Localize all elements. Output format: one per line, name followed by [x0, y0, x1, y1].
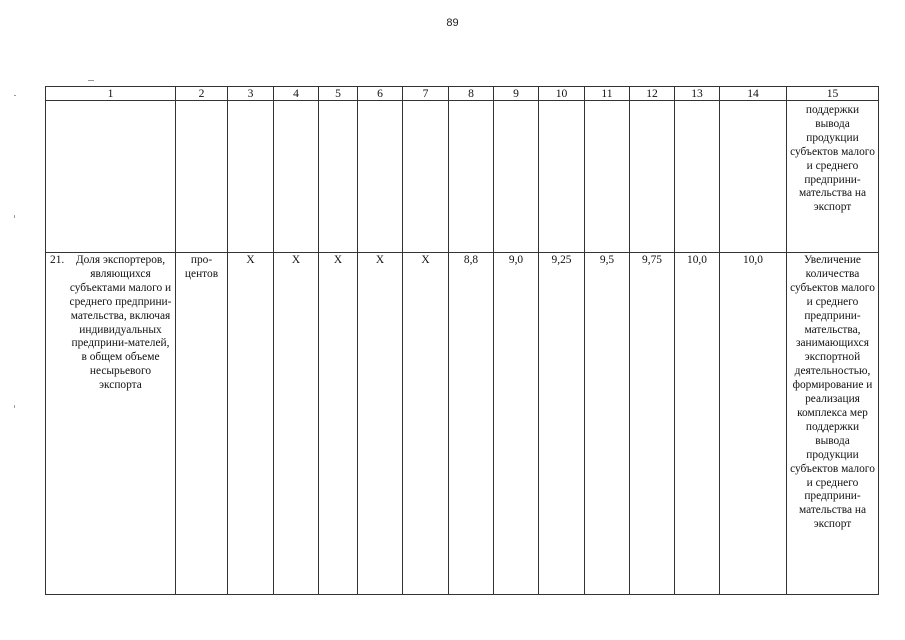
table-cell: [630, 101, 675, 253]
row-number: 21.: [50, 254, 65, 266]
header-col-3: 3: [228, 87, 274, 101]
header-col-7: 7: [403, 87, 449, 101]
table-cell: [720, 101, 787, 253]
unit-cell: про-центов: [176, 253, 228, 595]
table-cell: [539, 101, 585, 253]
table-cell: [494, 101, 539, 253]
header-col-13: 13: [675, 87, 720, 101]
value-cell-13: 10,0: [675, 253, 720, 595]
value-cell-5: X: [319, 253, 358, 595]
value-cell-7: X: [403, 253, 449, 595]
value-cell-4: X: [274, 253, 319, 595]
table-cell: [46, 101, 176, 253]
header-col-11: 11: [585, 87, 630, 101]
header-col-9: 9: [494, 87, 539, 101]
indicators-table: [45, 86, 879, 595]
table-row-21: [46, 253, 879, 595]
value-cell-11: 9,5: [585, 253, 630, 595]
scan-mark: [14, 215, 15, 218]
header-col-1: 1: [46, 87, 176, 101]
header-col-15: 15: [787, 87, 879, 101]
header-col-5: 5: [319, 87, 358, 101]
table-cell: [274, 101, 319, 253]
header-col-8: 8: [449, 87, 494, 101]
table-cell: [319, 101, 358, 253]
measures-description-cell: Увеличение количества субъектов малого и среднего предприни-мательства, занимающихся экспортной деятельностью, формирование и реализация комплекса мер поддержки вывода продукции субъектов малого и среднего предприни-мательства на экспорт: [787, 253, 879, 595]
table-cell: [358, 101, 403, 253]
value-cell-6: X: [358, 253, 403, 595]
header-col-2: 2: [176, 87, 228, 101]
value-cell-9: 9,0: [494, 253, 539, 595]
page-number: 89: [446, 17, 459, 29]
header-col-6: 6: [358, 87, 403, 101]
table-row-continuation: [46, 101, 879, 253]
table-cell: [176, 101, 228, 253]
scan-mark: [88, 80, 94, 81]
table-cell: [675, 101, 720, 253]
value-cell-12: 9,75: [630, 253, 675, 595]
scan-mark: [14, 405, 15, 408]
table-cell: [585, 101, 630, 253]
table-cell: [228, 101, 274, 253]
value-cell-3: X: [228, 253, 274, 595]
scan-mark: [14, 95, 16, 96]
indicator-cell: [46, 253, 176, 595]
header-row: [46, 87, 879, 101]
value-cell-14: 10,0: [720, 253, 787, 595]
header-col-4: 4: [274, 87, 319, 101]
value-cell-10: 9,25: [539, 253, 585, 595]
header-col-12: 12: [630, 87, 675, 101]
header-col-10: 10: [539, 87, 585, 101]
table-cell: [403, 101, 449, 253]
header-col-14: 14: [720, 87, 787, 101]
measures-description-cell: поддержки вывода продукции субъектов малого и среднего предприни-мательства на экспорт: [787, 101, 879, 253]
value-cell-8: 8,8: [449, 253, 494, 595]
indicator-name: Доля экспортеров, являющихся субъектами малого и среднего предприни-мательства, включая индивидуальных предприни-мателей, в общем объеме несырьевого экспорта: [69, 254, 172, 392]
table-cell: [449, 101, 494, 253]
